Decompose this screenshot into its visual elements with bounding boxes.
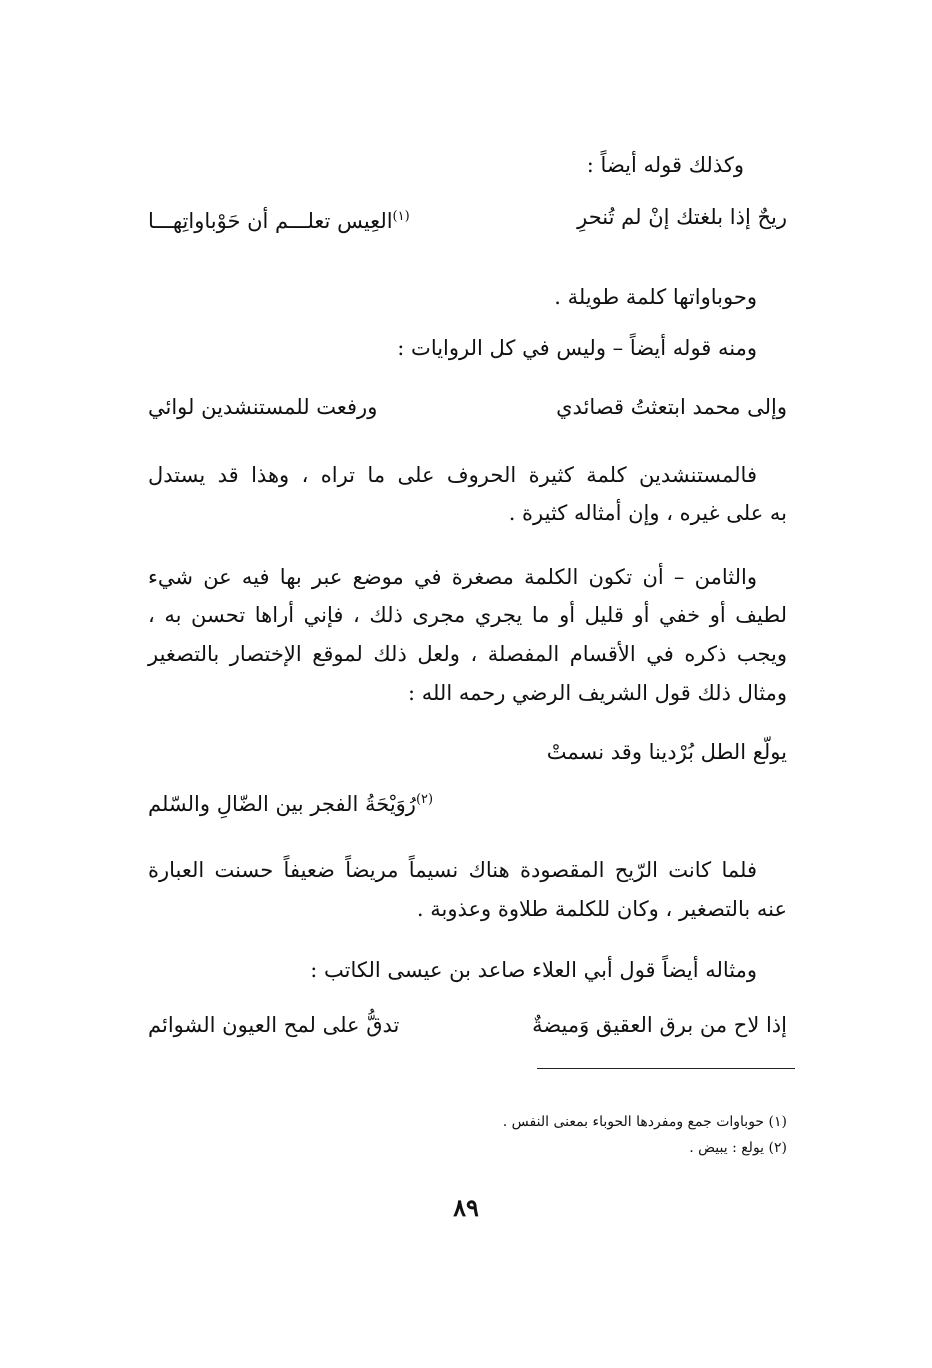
page-number: ٨٩ [453, 1193, 479, 1222]
verse-1-first-hemistich: ريحٌ إذا بلغتك إنْ لم تُنحرِ [577, 205, 787, 229]
footnote-2: (٢) يولع : يبيض . [689, 1140, 787, 1156]
para-3-line-2: عنه بالتصغير ، وكان للكلمة طلاوة وعذوبة . [416, 897, 787, 921]
verse-2-second-hemistich: ورفعت للمستنشدين لوائي [148, 395, 378, 419]
para-2-line-3: ويجب ذكره في الأقسام المفصلة ، ولعل ذلك لموقع الإختصار بالتصغير [148, 642, 787, 666]
footnote-marker-1: (١) [392, 209, 410, 224]
intro-line-1: وكذلك قوله أيضاً : [586, 153, 744, 177]
verse-1-second-hemistich-text: العِيس تعلـــم أن حَوْباواتِهـــا [148, 209, 393, 233]
verse-2-first-hemistich: وإلى محمد ابتعثتُ قصائدي [556, 395, 787, 419]
intro-line-3: ومثاله أيضاً قول أبي العلاء صاعد بن عيسى الكاتب : [310, 958, 757, 982]
verse-3-second-hemistich-text: رُوَيْحَةُ الفجر بين الضّالِ والسّلم [148, 792, 416, 816]
verse-4-second-hemistich: تدقُّ على لمح العيون الشوائم [148, 1013, 400, 1037]
para-1-line-1: فالمستنشدين كلمة كثيرة الحروف على ما تراه ، وهذا قد يستدل [148, 463, 757, 487]
verse-1-second-hemistich [148, 202, 410, 236]
note-line-1: وحوباواتها كلمة طويلة . [554, 285, 757, 309]
para-2-line-2: لطيف أو خفي أو قليل أو ما يجري مجرى ذلك ، فإني أراها تحسن به ، [148, 603, 787, 627]
intro-line-2: ومنه قوله أيضاً – وليس في كل الروايات : [397, 336, 757, 360]
footnote-separator [537, 1068, 795, 1069]
verse-3-first-hemistich: يولّع الطل بُرْدينا وقد نسمتْ [546, 740, 787, 764]
verse-4-first-hemistich: إذا لاح من برق العقيق وَميضةٌ [532, 1013, 787, 1037]
para-1-line-2: به على غيره ، وإن أمثاله كثيرة . [508, 501, 787, 525]
footnote-marker-2: (٢) [415, 792, 434, 807]
para-2-line-1: والثامن – أن تكون الكلمة مصغرة في موضع عبر بها فيه عن شيء [148, 565, 757, 589]
para-3-line-1: فلما كانت الرّيح المقصودة هناك نسيماً مريضاً ضعيفاً حسنت العبارة [148, 858, 757, 882]
para-2-line-4: ومثال ذلك قول الشريف الرضي رحمه الله : [407, 681, 787, 705]
footnote-1: (١) حوباوات جمع ومفردها الحوباء بمعنى النفس . [502, 1114, 787, 1130]
verse-3-second-hemistich [148, 785, 433, 819]
